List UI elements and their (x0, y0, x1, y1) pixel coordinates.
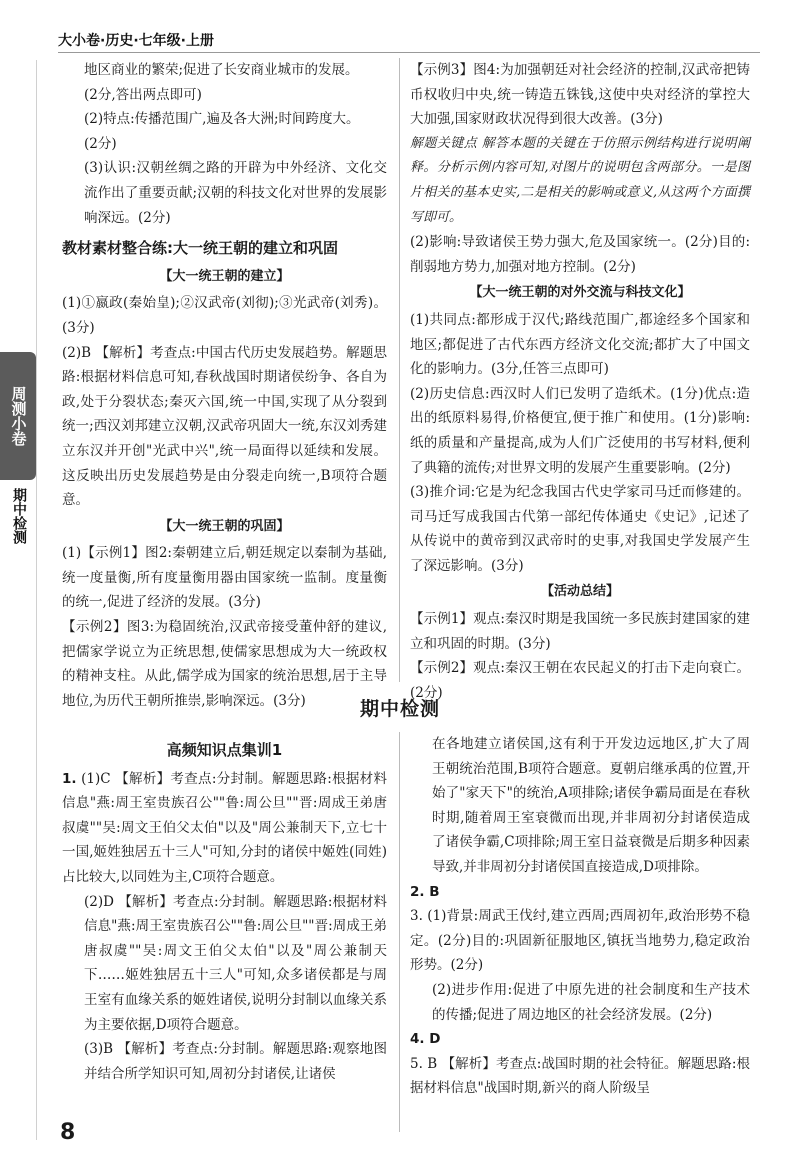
right-column-bottom (410, 732, 750, 1101)
answer-text: (3)认识:汉朝丝绸之路的开辟为中外经济、文化交流作出了重要贡献;汉朝的科技文化对世界的发展影响深远。(2分) (84, 160, 387, 226)
left-column-top (62, 58, 387, 713)
answer-text: 2. B (410, 883, 440, 900)
answer-text: (2)历史信息:西汉时人们已发明了造纸术。(1分)优点:造出的纸原料易得,价格便宜,便于推广和使用。(1分)影响:纸的质量和产量提高,成为人们广泛使用的书写材料,便利了典籍的流传;对世界文明的发展产生重要影响。(2分) (410, 385, 750, 476)
answer-text: (1)C 【解析】考查点:分封制。解题思路:根据材料信息"燕:周王室贵族召公""鲁:周公旦""晋:周成王弟唐叔虞""吴:周文王伯父太伯"以及"周公兼制天下,立七十一国,姬姓独居五十三人"可知,分封的诸侯中姬姓(同姓)占比较大,以同姓为主,C项符合题意。 (62, 770, 387, 885)
column-divider-bottom (399, 732, 400, 1132)
answer-text: 在各地建立诸侯国,这有利于开发边远地区,扩大了周王朝统治范围,B项符合题意。夏朝启继承禹的位置,开始了"家天下"的统治,A项排除;诸侯争霸局面是在春秋时期,随着周王室衰微而出现,并非周初分封诸侯造成了诸侯争霸,C项排除;周王室日益衰微是后期多种因素导致,并非周初分封诸侯国直接造成,D项排除。 (432, 736, 750, 875)
side-line (36, 60, 37, 1140)
answer-text: 地区商业的繁荣;促进了长安商业城市的发展。 (84, 62, 359, 78)
answer-text: 【示例2】观点:秦汉王朝在农民起义的打击下走向衰亡。(2分) (410, 660, 750, 701)
column-divider-top (399, 58, 400, 682)
answer-text: 【示例2】图3:为稳固统治,汉武帝接受董仲舒的建议,把儒家学说立为正统思想,使儒家思想成为大一统政权的精神支柱。从此,儒学成为国家的统治思想,居于主导地位,为历代王朝所推崇,影响深远。(3分) (62, 619, 387, 709)
answer-text: (2)特点:传播范围广,遍及各大洲;时间跨度大。 (84, 111, 360, 128)
sub-title: 【大一统王朝的巩固】 (159, 518, 290, 534)
answer-text: (2)影响:导致诸侯王势力强大,危及国家统一。(2分)目的:削弱地方势力,加强对地方控制。(2分) (410, 234, 750, 275)
answer-text: 3. (1)背景:周武王伐纣,建立西周;西周初年,政治形势不稳定。(2分)目的:巩固新征服地区,镇抚当地势力,稳定政治形势。(2分) (410, 908, 750, 974)
section-title: 教材素材整合练:大一统王朝的建立和巩固 (62, 239, 339, 258)
side-tab-midterm: 期中检测 (11, 488, 27, 544)
page-number: 8 (60, 1120, 76, 1145)
key-point-note: 解题关键点 解答本题的关键在于仿照示例结构进行说明阐释。分析示例内容可知,对图片的说明包含两部分。一是图片相关的基本史实,二是相关的影响或意义,从这两个方面撰写即可。 (410, 135, 750, 225)
section-title: 高频知识点集训1 (166, 741, 283, 759)
answer-text: (1)①嬴政(秦始皇);②汉武帝(刘彻);③光武帝(刘秀)。(3分) (62, 295, 387, 336)
answer-text: (2分,答出两点即可) (84, 86, 202, 103)
answer-text: 【示例3】图4:为加强朝廷对社会经济的控制,汉武帝把铸币权收归中央,统一铸造五铢钱,这使中央对经济的掌控大大加强,国家财政状况得到很大改善。(3分) (410, 62, 750, 128)
answer-text: (1)【示例1】图2:秦朝建立后,朝廷规定以秦制为基础,统一度量衡,所有度量衡用器由国家统一监制。度量衡的统一,促进了经济的发展。(3分) (62, 545, 387, 611)
side-tab-weekly-test: 周测小卷 (0, 352, 36, 480)
page-header: 大小卷·历史·七年级·上册 (58, 33, 214, 49)
midterm-title: 期中检测 (359, 698, 440, 720)
sub-title: 【活动总结】 (540, 584, 619, 600)
answer-text: 【示例1】观点:秦汉时期是我国统一多民族封建国家的建立和巩固的时期。(3分) (410, 611, 750, 652)
question-number: 1. (62, 770, 77, 787)
answer-text: (1)共同点:都形成于汉代;路线范围广,都途经多个国家和地区;都促进了古代东西方经济文化交流;都扩大了中国文化的影响力。(3分,任答三点即可) (410, 311, 750, 378)
sub-title: 【大一统王朝的建立】 (159, 268, 290, 284)
header-rule (58, 52, 760, 53)
sub-title: 【大一统王朝的对外交流与科技文化】 (469, 285, 691, 301)
answer-text: 4. D (410, 1031, 441, 1048)
left-column-bottom (62, 732, 387, 1086)
answer-text: (3)推介词:它是为纪念我国古代史学家司马迁而修建的。司马迁写成我国古代第一部纪传体通史《史记》,记述了从传说中的黄帝到汉武帝时的史事,对我国史学发展产生了深远影响。(3分) (410, 484, 750, 574)
answer-text: (2)进步作用:促进了中原先进的社会制度和生产技术的传播;促进了周边地区的社会经济发展。(2分) (432, 981, 750, 1023)
answer-text: (2分) (84, 135, 117, 152)
answer-text: (3)B 【解析】考查点:分封制。解题思路:观察地图并结合所学知识可知,周初分封诸侯,让诸侯 (84, 1041, 387, 1082)
answer-text: (2)D 【解析】考查点:分封制。解题思路:根据材料信息"燕:周王室贵族召公""鲁:周公旦""晋:周成王弟唐叔虞""吴:周文王伯父太伯"以及"周公兼制天下……姬姓独居五十三人"可知,众多诸侯都是与周王室有血缘关系的姬姓诸侯,说明分封制以血缘关系为主要依据,D项符合题意。 (84, 893, 387, 1033)
answer-text (62, 767, 387, 890)
right-column-top (410, 58, 750, 705)
answer-text: (2)B 【解析】考查点:中国古代历史发展趋势。解题思路:根据材料信息可知,春秋战国时期诸侯纷争、各自为政,处于分裂状态;秦灭六国,统一中国,实现了从分裂到统一;西汉刘邦建立汉朝,汉武帝巩固大一统,东汉刘秀建立东汉并开创"光武中兴",统一局面得以延续和发展。这反映出历史发展趋势是由分裂走向统一,B项符合题意。 (62, 344, 387, 509)
answer-text: 5. B 【解析】考查点:战国时期的社会特征。解题思路:根据材料信息"战国时期,新兴的商人阶级呈 (410, 1055, 750, 1097)
